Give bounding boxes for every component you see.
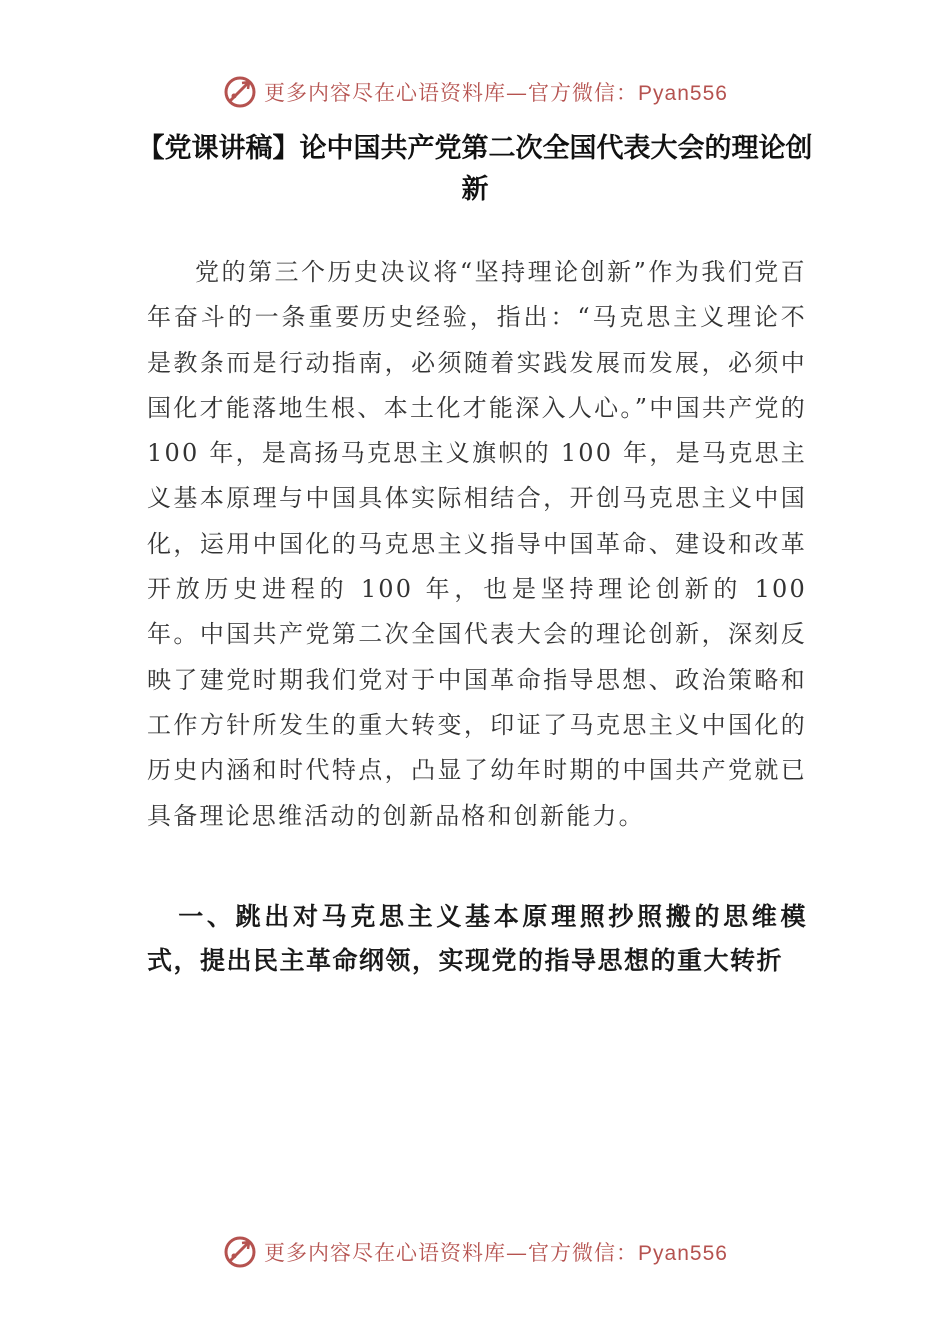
- banner-promo-text: 更多内容尽在心语资料库—官方微信：: [264, 1241, 639, 1265]
- red-circle-pen-logo-icon: [222, 74, 258, 110]
- banner-promo-text: 更多内容尽在心语资料库—官方微信：: [264, 81, 639, 105]
- banner-text: [264, 77, 728, 107]
- footer-banner: [0, 1232, 950, 1272]
- document-title: 【党课讲稿】论中国共产党第二次全国代表大会的理论创新: [137, 133, 813, 205]
- red-circle-pen-logo-icon: [222, 1234, 258, 1270]
- header-banner: [0, 72, 950, 112]
- body-paragraph: 党的第三个历史决议将“坚持理论创新”作为我们党百年奋斗的一条重要历史经验，指出：“马克思主义理论不是教条而是行动指南，必须随着实践发展而发展，必须中国化才能落地生根、本土化才能深入人心。”中国共产党的 100 年，是高扬马克思主义旗帜的 100 年，是马克思主义基本原理与中国具体实际相结合，开创马克思主义中国化，运用中国化的马克思主义指导中国革命、建设和改革开放历史进程的 100 年，也是坚持理论创新的 100 年。中国共产党第二次全国代表大会的理论创新，深刻反映了建党时期我们党对于中国革命指导思想、政治策略和工作方针所发生的重大转变，印证了马克思主义中国化的历史内涵和时代特点，凸显了幼年时期的中国共产党就已具备理论思维活动的创新品格和创新能力。: [147, 258, 807, 830]
- banner-wechat-id: Pyan556: [638, 1242, 728, 1265]
- section-heading: 一、跳出对马克思主义基本原理照抄照搬的思维模式，提出民主革命纲领，实现党的指导思想的重大转折: [147, 902, 807, 975]
- banner-wechat-id: Pyan556: [638, 82, 728, 105]
- banner-text: [264, 1237, 728, 1267]
